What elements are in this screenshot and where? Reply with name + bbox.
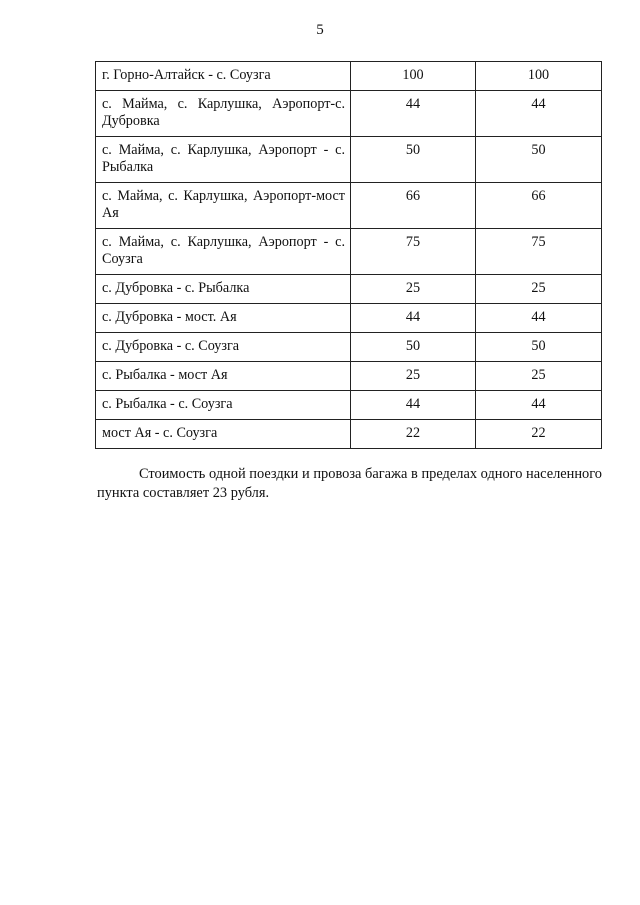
route-cell: с. Дубровка - с. Соузга <box>96 333 351 362</box>
table-row <box>96 333 602 362</box>
table-row <box>96 362 602 391</box>
route-cell: г. Горно-Алтайск - с. Соузга <box>96 62 351 91</box>
table-row <box>96 62 602 91</box>
fare-cell: 44 <box>476 304 602 333</box>
fare-cell: 50 <box>351 137 476 183</box>
route-cell: с. Майма, с. Карлушка, Аэропорт - с. Рыбалка <box>96 137 351 183</box>
fare-cell: 75 <box>351 229 476 275</box>
fare-cell: 25 <box>351 275 476 304</box>
table-row <box>96 304 602 333</box>
table-row <box>96 183 602 229</box>
fare-cell: 44 <box>351 391 476 420</box>
fare-note-paragraph: Стоимость одной поездки и провоза багажа в пределах одного населенного пункта составляет 23 рубля. <box>97 466 602 501</box>
fare-cell: 25 <box>476 362 602 391</box>
table-row <box>96 275 602 304</box>
route-cell: с. Дубровка - мост. Ая <box>96 304 351 333</box>
route-cell: с. Майма, с. Карлушка, Аэропорт-мост Ая <box>96 183 351 229</box>
fare-cell: 22 <box>351 420 476 449</box>
fare-table <box>95 61 602 449</box>
fare-cell: 50 <box>476 137 602 183</box>
fare-cell: 100 <box>476 62 602 91</box>
table-row <box>96 391 602 420</box>
fare-cell: 75 <box>476 229 602 275</box>
table-row <box>96 229 602 275</box>
route-cell: с. Майма, с. Карлушка, Аэропорт-с. Дубровка <box>96 91 351 137</box>
fare-cell: 25 <box>476 275 602 304</box>
fare-cell: 44 <box>476 91 602 137</box>
fare-cell: 44 <box>476 391 602 420</box>
table-row <box>96 420 602 449</box>
table-row <box>96 137 602 183</box>
fare-cell: 66 <box>476 183 602 229</box>
route-cell: с. Рыбалка - мост Ая <box>96 362 351 391</box>
route-cell: с. Майма, с. Карлушка, Аэропорт - с. Соузга <box>96 229 351 275</box>
fare-cell: 25 <box>351 362 476 391</box>
fare-cell: 50 <box>476 333 602 362</box>
fare-cell: 22 <box>476 420 602 449</box>
table-row <box>96 91 602 137</box>
page-number: 5 <box>316 22 324 38</box>
route-cell: мост Ая - с. Соузга <box>96 420 351 449</box>
route-cell: с. Рыбалка - с. Соузга <box>96 391 351 420</box>
fare-cell: 66 <box>351 183 476 229</box>
fare-cell: 44 <box>351 91 476 137</box>
route-cell: с. Дубровка - с. Рыбалка <box>96 275 351 304</box>
fare-cell: 50 <box>351 333 476 362</box>
fare-cell: 44 <box>351 304 476 333</box>
fare-cell: 100 <box>351 62 476 91</box>
